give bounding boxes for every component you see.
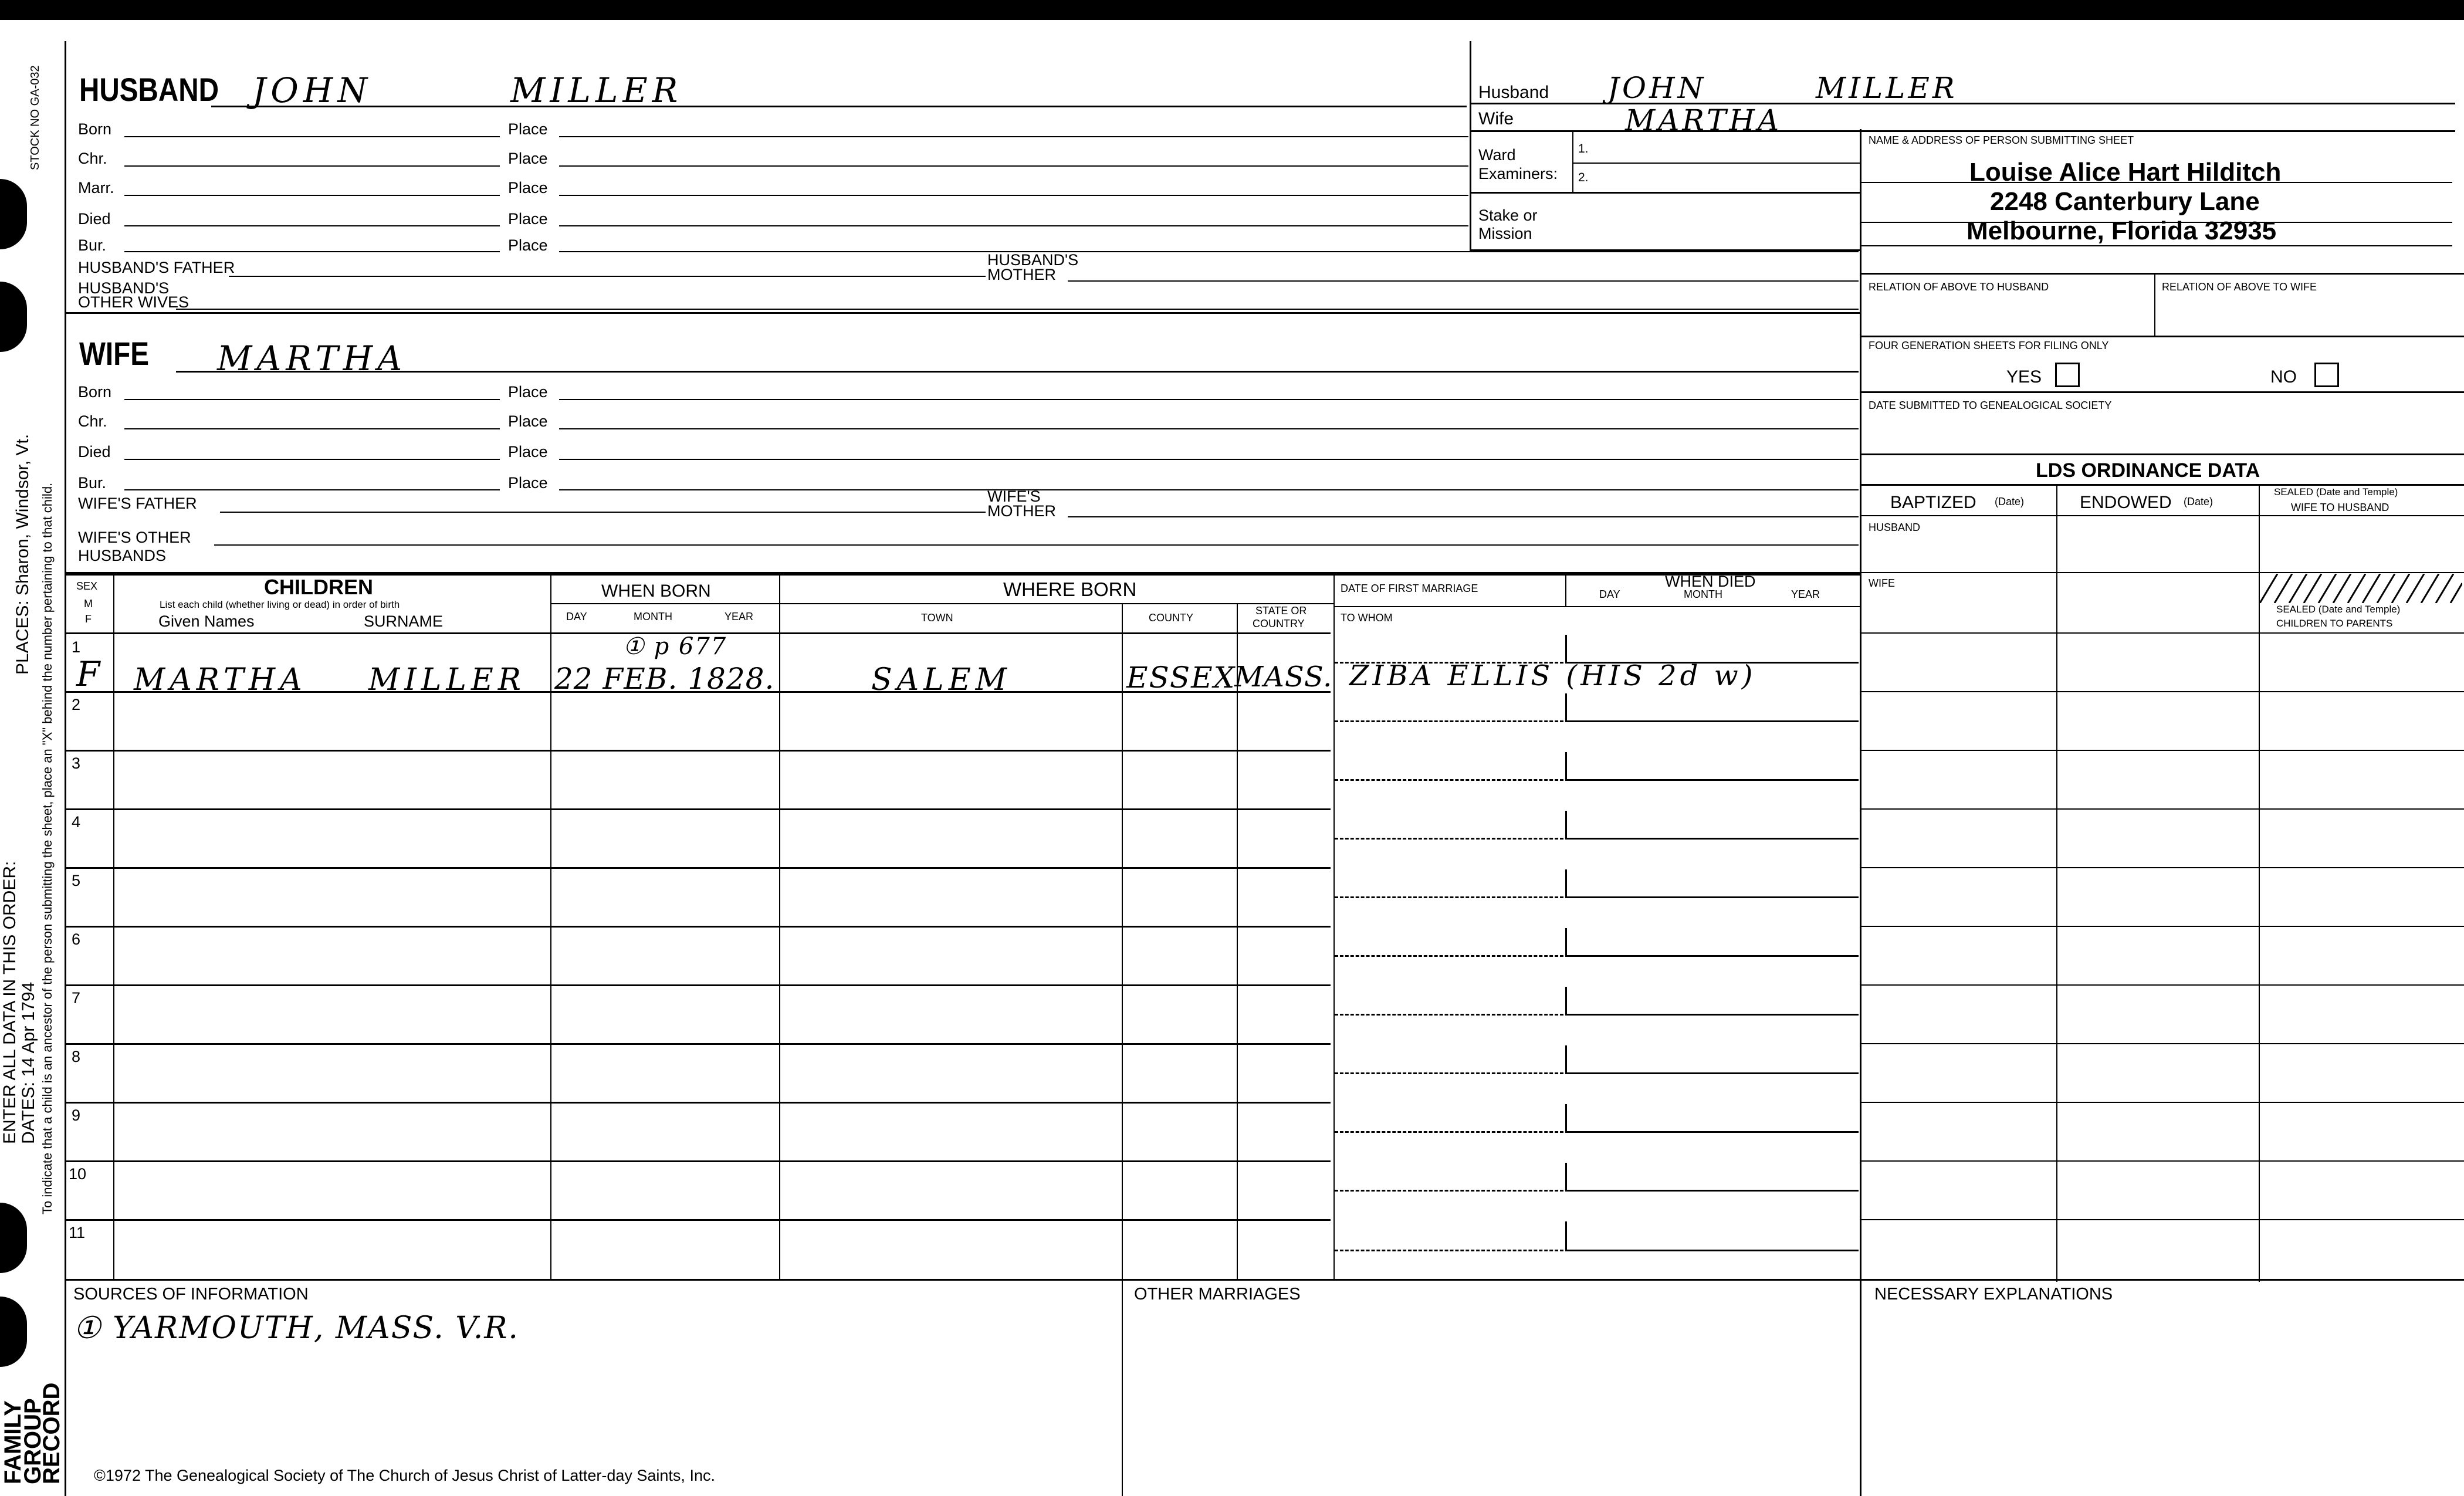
wife-died-date-line [124, 459, 500, 460]
marriage-dash [1335, 838, 1563, 840]
lds-row-line [1860, 926, 2464, 927]
row-number-9: 9 [72, 1106, 81, 1124]
lds-row-line [1860, 808, 2464, 810]
wife-died-place-label: Place [508, 443, 548, 461]
ward-label: Ward [1478, 146, 1516, 164]
punch-hole [0, 179, 27, 249]
examiner-2: 2. [1578, 171, 1589, 184]
husbands-mother-line [1068, 280, 1859, 282]
died-box-line [1565, 1072, 1859, 1074]
child-1-surname: MILLER [368, 662, 526, 698]
wife-died-place-line [559, 459, 1859, 460]
lds-sealed-children-1: SEALED (Date and Temple) [2276, 604, 2401, 615]
lds-hatch [2260, 574, 2462, 603]
submitter-bottom [1860, 273, 2464, 275]
where-born-header: WHERE BORN [1003, 578, 1137, 600]
examiner-divider-line [1572, 163, 1860, 164]
wife-died-label: Died [78, 443, 111, 461]
date-submitted-label: DATE SUBMITTED TO GENEALOGICAL SOCIETY [1869, 400, 2112, 411]
lds-row-line [1860, 1102, 2464, 1103]
died-box [1565, 1221, 1567, 1250]
marriage-dash [1335, 896, 1563, 898]
child-1-town: SALEM [871, 662, 1011, 698]
died-box-line [1565, 896, 1859, 898]
row-line [65, 1043, 1331, 1045]
row-line [65, 808, 1331, 810]
wife-born-place-line [559, 399, 1859, 400]
family-group-record-2: GROUP [20, 1398, 46, 1484]
lds-husband-bottom [1860, 572, 2464, 573]
husbands-other-wives-label-2: OTHER WIVES [78, 293, 189, 311]
source-1: ① YARMOUTH, MASS. V.R. [73, 1311, 519, 1346]
col-died-divider [1565, 574, 1566, 606]
wifes-mother-line [1068, 516, 1859, 517]
header-husband-line [1470, 103, 2455, 104]
date-submitted-bottom [1860, 453, 2464, 455]
four-gen-no-label: NO [2270, 367, 2297, 387]
marriage-dash [1335, 955, 1563, 957]
given-names-header: Given Names [158, 612, 255, 630]
bottom-divider-1 [1122, 1279, 1123, 1496]
four-gen-yes-label: YES [2006, 367, 2042, 387]
child-1-county: ESSEX [1126, 661, 1236, 695]
wife-heading: WIFE [79, 335, 149, 372]
lds-divider-1 [2056, 484, 2057, 1282]
first-marriage-header-line [1333, 606, 1860, 607]
wife-bur-date-line [124, 489, 500, 490]
wifes-other-husbands-label-2: HUSBANDS [78, 547, 167, 564]
wife-born-date-line [124, 399, 500, 400]
ward-bottom-line [1470, 192, 1860, 194]
lds-wife-label: WIFE [1869, 577, 1895, 589]
husbands-other-wives-line [176, 309, 1859, 310]
margin-enter-all: ENTER ALL DATA IN THIS ORDER: [0, 861, 19, 1144]
husband-chr-place-label: Place [508, 150, 548, 167]
husband-died-date-line [124, 225, 500, 226]
lds-baptized-label: BAPTIZED [1890, 493, 1976, 512]
child-1-sex: F [76, 654, 105, 694]
row-number-11: 11 [69, 1224, 86, 1241]
row-line [65, 984, 1331, 986]
row-number-1: 1 [72, 638, 81, 656]
punch-hole [0, 282, 27, 352]
wifes-mother-label-1: WIFE'S [987, 488, 1041, 505]
submitter-line-3 [1860, 245, 2452, 246]
four-gen-bottom [1860, 391, 2464, 393]
husbands-father-line [229, 276, 986, 277]
husbands-father-label: HUSBAND'S FATHER [78, 259, 235, 276]
marriage-dash [1335, 1014, 1563, 1016]
scan-top-band [0, 0, 2464, 20]
child-1-state: MASS. [1234, 661, 1333, 693]
left-border [65, 41, 66, 1496]
lds-row-line [1860, 691, 2464, 692]
lds-title-bottom [1860, 484, 2464, 486]
lds-row-line [1860, 632, 2464, 634]
family-group-record-1: FAMILY [0, 1400, 26, 1484]
husband-bur-date-line [124, 251, 500, 252]
died-box [1565, 811, 1567, 838]
punch-hole [0, 1203, 27, 1273]
husbands-mother-label-1: HUSBAND'S [987, 251, 1079, 269]
lds-sealed-label-1: SEALED (Date and Temple) [2274, 486, 2398, 497]
husband-section-bottom [65, 312, 1860, 314]
lds-baptized-date: (Date) [1995, 496, 2025, 507]
died-box [1565, 869, 1567, 896]
row-number-4: 4 [72, 813, 81, 831]
died-box [1565, 1045, 1567, 1072]
husband-chr-label: Chr. [78, 150, 107, 167]
lds-row-line [1860, 984, 2464, 986]
surname-header: SURNAME [364, 612, 444, 630]
stock-number: STOCK NO GA-032 [29, 65, 42, 170]
lds-endowed-label: ENDOWED [2080, 493, 2172, 512]
died-box [1565, 752, 1567, 779]
husband-born-place-line [559, 136, 1468, 137]
lds-husband-label: HUSBAND [1869, 522, 1921, 533]
margin-dates: DATES: 14 Apr 1794 [19, 981, 38, 1144]
header-wife-label: Wife [1478, 109, 1514, 128]
sex-header: SEX [76, 580, 98, 592]
wifes-father-line [220, 512, 986, 513]
margin-ancestor-note: To indicate that a child is an ancestor of the person submitting the sheet, place an "X" behind the number pertaining to that child. [40, 482, 55, 1214]
husband-marr-place-line [559, 195, 1468, 196]
submitter-label: NAME & ADDRESS OF PERSON SUBMITTING SHEET [1869, 134, 2134, 146]
row-line [65, 1219, 1331, 1221]
table-bottom [65, 1279, 2464, 1281]
died-box-line [1565, 1014, 1859, 1016]
wife-chr-place-line [559, 428, 1859, 429]
died-box-line [1565, 838, 1859, 840]
four-gen-no-checkbox[interactable] [2314, 363, 2339, 387]
county-header: COUNTY [1149, 612, 1193, 624]
other-marriages-label: OTHER MARRIAGES [1134, 1285, 1301, 1304]
husbands-other-wives-label-1: HUSBAND'S [78, 279, 170, 297]
first-marriage-header: DATE OF FIRST MARRIAGE [1341, 583, 1478, 594]
lds-title: LDS ORDINANCE DATA [2036, 459, 2260, 482]
examiners-divider [1572, 130, 1573, 192]
copyright: ©1972 The Genealogical Society of The Church of Jesus Christ of Latter-day Saints, Inc. [94, 1467, 715, 1484]
wife-chr-place-label: Place [508, 412, 548, 430]
died-box [1565, 987, 1567, 1014]
died-box-line [1565, 1131, 1859, 1133]
husband-died-place-label: Place [508, 210, 548, 228]
row-line [65, 867, 1331, 869]
sex-m-header: M [84, 598, 93, 610]
header-box-left [1470, 41, 1471, 252]
header-husband-label: Husband [1478, 83, 1549, 102]
state-header-2: COUNTRY [1253, 618, 1305, 629]
submitter-city: Melbourne, Florida 32935 [1967, 216, 2277, 245]
wife-chr-date-line [124, 428, 500, 429]
lds-row-line [1860, 750, 2464, 751]
row-number-8: 8 [72, 1048, 81, 1065]
submitter-line-1 [1860, 182, 2452, 183]
child-1-given: MARTHA [134, 662, 307, 698]
examiners-label: Examiners: [1478, 165, 1558, 182]
town-header: TOWN [921, 612, 953, 624]
relation-husband-label: RELATION OF ABOVE TO HUSBAND [1869, 281, 2049, 293]
children-note: List each child (whether living or dead) in order of birth [160, 599, 400, 610]
husband-name-line [211, 106, 1467, 107]
sources-label: SOURCES OF INFORMATION [73, 1285, 309, 1304]
col-town-divider [1122, 603, 1123, 1281]
child-1-born: 22 FEB. 1828. [554, 662, 775, 696]
husband-born-place-label: Place [508, 120, 548, 138]
marriage-dash [1335, 1250, 1563, 1251]
husband-given-name: JOHN [252, 70, 373, 110]
row-number-3: 3 [72, 754, 81, 772]
wife-given-name: MARTHA [217, 339, 407, 378]
children-header: CHILDREN [264, 575, 373, 599]
row-line [65, 926, 1331, 928]
died-box [1565, 928, 1567, 955]
died-box-line [1565, 1250, 1859, 1251]
lds-row-line [1860, 867, 2464, 868]
wife-chr-label: Chr. [78, 412, 107, 430]
died-box-line [1565, 720, 1859, 722]
died-box-line [1565, 779, 1859, 781]
lds-endowed-date: (Date) [2184, 496, 2213, 507]
husband-marr-label: Marr. [78, 179, 114, 197]
born-year-header: YEAR [725, 611, 754, 622]
marriage-dash [1335, 1190, 1563, 1192]
stake-bottom-line [1470, 249, 1860, 251]
wife-born-place-label: Place [508, 383, 548, 401]
lds-row-line [1860, 1043, 2464, 1044]
lds-row-line [1860, 1160, 2464, 1162]
husband-chr-place-line [559, 165, 1468, 167]
four-gen-yes-checkbox[interactable] [2055, 363, 2080, 387]
husband-surname: MILLER [510, 70, 683, 110]
lds-sealed-children-2: CHILDREN TO PARENTS [2276, 618, 2393, 629]
col-state-divider [1333, 574, 1335, 1281]
husbands-mother-label-2: MOTHER [987, 266, 1056, 283]
when-died-header: WHEN DIED [1665, 573, 1756, 590]
child-1-note: ① p 677 [623, 633, 727, 660]
explanations-label: NECESSARY EXPLANATIONS [1874, 1285, 2113, 1304]
header-husband-surname: MILLER [1816, 71, 1958, 105]
died-box [1565, 635, 1567, 662]
row-number-2: 2 [72, 696, 81, 713]
died-box-line [1565, 955, 1859, 957]
right-panel-border [1860, 129, 1861, 1496]
relation-bottom [1860, 336, 2464, 337]
husband-bur-place-label: Place [508, 236, 548, 254]
died-month-header: MONTH [1684, 588, 1722, 600]
marriage-dash [1335, 779, 1563, 781]
died-box [1565, 693, 1567, 720]
husband-bur-label: Bur. [78, 236, 107, 254]
child-1-spouse: ZIBA ELLIS (HIS 2d w) [1349, 659, 1756, 692]
died-year-header: YEAR [1791, 588, 1820, 600]
family-group-record-3: RECORD [39, 1382, 65, 1484]
wifes-other-husbands-label-1: WIFE'S OTHER [78, 529, 191, 546]
punch-hole [0, 1297, 27, 1367]
husband-marr-place-label: Place [508, 179, 548, 197]
four-gen-label: FOUR GENERATION SHEETS FOR FILING ONLY [1869, 340, 2109, 351]
lds-header-bottom [1860, 515, 2464, 516]
marriage-dash [1335, 1072, 1563, 1074]
lds-row-line [1860, 1219, 2464, 1220]
husband-born-date-line [124, 136, 500, 137]
wifes-father-label: WIFE'S FATHER [78, 495, 197, 512]
row-number-10: 10 [69, 1165, 87, 1183]
died-box-line [1565, 1190, 1859, 1192]
marriage-dash [1335, 1131, 1563, 1133]
header-wife-line [1470, 130, 2455, 132]
row-line [65, 750, 1331, 752]
col-county-divider [1237, 603, 1238, 1281]
when-born-header: WHEN BORN [601, 581, 711, 601]
wife-name-line [176, 371, 1859, 373]
row-number-5: 5 [72, 872, 81, 889]
examiner-1: 1. [1578, 142, 1589, 155]
died-day-header: DAY [1599, 588, 1620, 600]
to-whom-header: TO WHOM [1341, 612, 1393, 624]
marriage-dash [1335, 720, 1563, 722]
sex-f-header: F [85, 613, 92, 625]
born-day-header: DAY [566, 611, 587, 622]
wifes-mother-label-2: MOTHER [987, 502, 1056, 520]
husband-heading: HUSBAND [79, 71, 219, 108]
husband-marr-date-line [124, 195, 500, 196]
row-number-7: 7 [72, 989, 81, 1007]
submitter-street: 2248 Canterbury Lane [1990, 187, 2260, 216]
wife-bur-label: Bur. [78, 474, 107, 492]
husband-died-label: Died [78, 210, 111, 228]
row-number-6: 6 [72, 930, 81, 948]
husband-born-label: Born [78, 120, 112, 138]
wife-bur-place-label: Place [508, 474, 548, 492]
margin-places: PLACES: Sharon, Windsor, Vt. [13, 434, 32, 675]
husband-died-place-line [559, 225, 1468, 226]
husband-bur-place-line [559, 251, 1859, 252]
died-box [1565, 1163, 1567, 1190]
relation-wife-label: RELATION OF ABOVE TO WIFE [2162, 281, 2317, 293]
submitter-line-2 [1860, 222, 2452, 223]
lds-divider-2 [2259, 484, 2260, 1282]
stake-label-1: Stake or [1478, 207, 1538, 224]
header-husband-given: JOHN [1607, 71, 1707, 105]
wife-bur-place-line [559, 489, 1859, 490]
submitter-name: Louise Alice Hart Hilditch [1969, 158, 2282, 187]
husband-chr-date-line [124, 165, 500, 167]
lds-sealed-label-2: WIFE TO HUSBAND [2291, 502, 2389, 513]
when-born-sub-line [550, 603, 1333, 604]
state-header-1: STATE OR [1255, 605, 1307, 617]
wife-born-label: Born [78, 383, 112, 401]
born-month-header: MONTH [634, 611, 672, 622]
row-line [65, 1160, 1331, 1162]
header-wife-value: MARTHA [1625, 103, 1782, 137]
stake-label-2: Mission [1478, 225, 1532, 242]
died-box [1565, 1104, 1567, 1131]
relation-divider [2154, 273, 2155, 336]
wifes-other-husbands-line [214, 544, 1859, 546]
row-line [65, 1102, 1331, 1104]
